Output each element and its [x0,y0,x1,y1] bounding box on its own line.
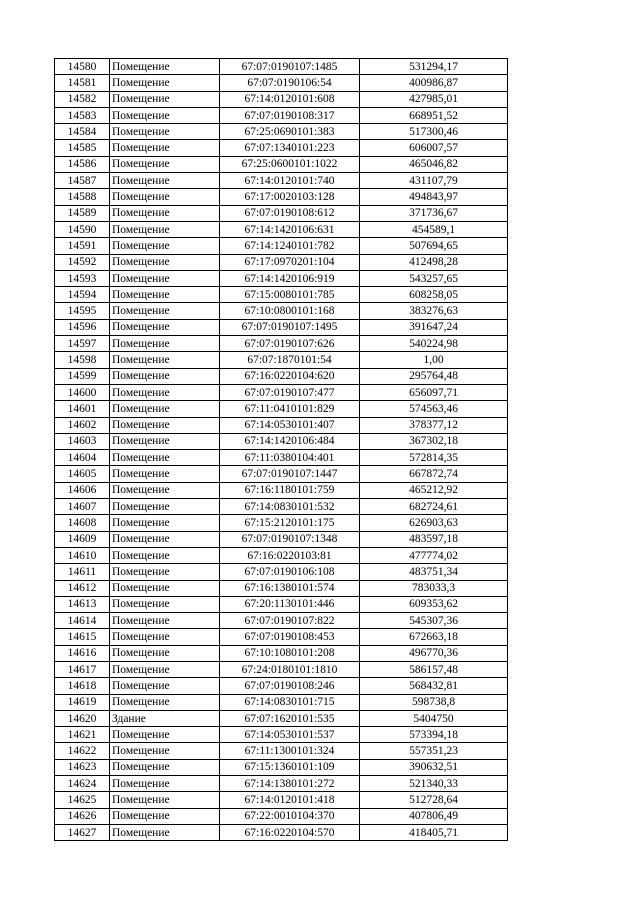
table-row [55,189,508,205]
cadastral-value-cell: 378377,12 [360,417,508,433]
cadastral-value-cell: 557351,23 [360,743,508,759]
cadastral-number-cell: 67:25:0600101:1022 [220,156,360,172]
table-row [55,499,508,515]
cadastral-number-cell: 67:07:0190108:453 [220,629,360,645]
table-row [55,613,508,629]
object-type-cell: Помещение [110,547,220,563]
table-row [55,319,508,335]
cadastral-number-cell: 67:07:0190108:612 [220,205,360,221]
object-type-cell: Помещение [110,401,220,417]
table-row [55,254,508,270]
cadastral-number-cell: 67:16:1380101:574 [220,580,360,596]
cadastral-value-cell: 572814,35 [360,450,508,466]
table-row [55,792,508,808]
cadastral-value-cell: 400986,87 [360,75,508,91]
row-number-cell: 14604 [55,450,110,466]
row-number-cell: 14618 [55,678,110,694]
object-type-cell: Помещение [110,466,220,482]
cadastral-number-cell: 67:07:0190107:626 [220,336,360,352]
table-row [55,661,508,677]
cadastral-value-cell: 783033,3 [360,580,508,596]
row-number-cell: 14600 [55,384,110,400]
row-number-cell: 14595 [55,303,110,319]
cadastral-value-cell: 507694,65 [360,238,508,254]
cadastral-number-cell: 67:16:0220103:81 [220,547,360,563]
table-row [55,450,508,466]
table-row [55,645,508,661]
cadastral-value-cell: 609353,62 [360,596,508,612]
cadastral-value-cell: 494843,97 [360,189,508,205]
object-type-cell: Помещение [110,384,220,400]
table-row [55,59,508,75]
row-number-cell: 14621 [55,727,110,743]
cadastral-number-cell: 67:11:0380104:401 [220,450,360,466]
row-number-cell: 14592 [55,254,110,270]
row-number-cell: 14603 [55,433,110,449]
row-number-cell: 14615 [55,629,110,645]
table-row [55,401,508,417]
table-row [55,352,508,368]
cadastral-value-cell: 540224,98 [360,336,508,352]
table-row [55,515,508,531]
cadastral-number-cell: 67:15:0080101:785 [220,287,360,303]
object-type-cell: Помещение [110,75,220,91]
row-number-cell: 14607 [55,499,110,515]
table-row [55,678,508,694]
row-number-cell: 14616 [55,645,110,661]
cadastral-number-cell: 67:14:1420106:631 [220,221,360,237]
cadastral-value-cell: 626903,63 [360,515,508,531]
cadastral-value-cell: 454589,1 [360,221,508,237]
cadastral-value-cell: 427985,01 [360,91,508,107]
object-type-cell: Помещение [110,792,220,808]
cadastral-value-cell: 407806,49 [360,808,508,824]
cadastral-value-cell: 586157,48 [360,661,508,677]
table-row [55,629,508,645]
table-row [55,221,508,237]
cadastral-value-cell: 477774,02 [360,547,508,563]
table-row [55,336,508,352]
object-type-cell: Помещение [110,140,220,156]
cadastral-number-cell: 67:16:0220104:620 [220,368,360,384]
row-number-cell: 14626 [55,808,110,824]
cadastral-number-cell: 67:14:0830101:532 [220,499,360,515]
cadastral-value-cell: 672663,18 [360,629,508,645]
table-row [55,710,508,726]
object-type-cell: Помещение [110,482,220,498]
object-type-cell: Помещение [110,221,220,237]
cadastral-number-cell: 67:07:0190107:1348 [220,531,360,547]
table-row [55,596,508,612]
row-number-cell: 14602 [55,417,110,433]
table-body [55,59,508,841]
cadastral-value-cell: 531294,17 [360,59,508,75]
cadastral-value-cell: 574563,46 [360,401,508,417]
table-row [55,433,508,449]
table-row [55,482,508,498]
cadastral-number-cell: 67:14:0120101:418 [220,792,360,808]
object-type-cell: Помещение [110,189,220,205]
row-number-cell: 14627 [55,824,110,840]
row-number-cell: 14589 [55,205,110,221]
cadastral-value-cell: 483597,18 [360,531,508,547]
cadastral-value-cell: 512728,64 [360,792,508,808]
object-type-cell: Помещение [110,124,220,140]
cadastral-number-cell: 67:16:0220104:570 [220,824,360,840]
cadastral-value-cell: 1,00 [360,352,508,368]
object-type-cell: Помещение [110,254,220,270]
cadastral-number-cell: 67:20:1130101:446 [220,596,360,612]
cadastral-value-cell: 295764,48 [360,368,508,384]
object-type-cell: Помещение [110,727,220,743]
cadastral-value-cell: 667872,74 [360,466,508,482]
row-number-cell: 14581 [55,75,110,91]
cadastral-number-cell: 67:24:0180101:1810 [220,661,360,677]
row-number-cell: 14593 [55,270,110,286]
cadastral-number-cell: 67:07:0190107:1495 [220,319,360,335]
row-number-cell: 14580 [55,59,110,75]
row-number-cell: 14585 [55,140,110,156]
cadastral-value-cell: 391647,24 [360,319,508,335]
cadastral-value-cell: 5404750 [360,710,508,726]
object-type-cell: Помещение [110,238,220,254]
row-number-cell: 14614 [55,613,110,629]
cadastral-value-cell: 418405,71 [360,824,508,840]
cadastral-number-cell: 67:07:0190106:54 [220,75,360,91]
row-number-cell: 14594 [55,287,110,303]
cadastral-value-cell: 371736,67 [360,205,508,221]
table-row [55,384,508,400]
cadastral-number-cell: 67:17:0970201:104 [220,254,360,270]
row-number-cell: 14605 [55,466,110,482]
object-type-cell: Помещение [110,156,220,172]
cadastral-number-cell: 67:14:1380101:272 [220,776,360,792]
row-number-cell: 14609 [55,531,110,547]
table-row [55,368,508,384]
row-number-cell: 14613 [55,596,110,612]
cadastral-value-cell: 367302,18 [360,433,508,449]
table-row [55,287,508,303]
table-row [55,743,508,759]
cadastral-number-cell: 67:14:1420106:919 [220,270,360,286]
row-number-cell: 14624 [55,776,110,792]
row-number-cell: 14612 [55,580,110,596]
row-number-cell: 14584 [55,124,110,140]
cadastral-value-cell: 465046,82 [360,156,508,172]
cadastral-number-cell: 67:07:0190108:246 [220,678,360,694]
cadastral-value-cell: 598738,8 [360,694,508,710]
row-number-cell: 14608 [55,515,110,531]
object-type-cell: Помещение [110,531,220,547]
table-row [55,580,508,596]
row-number-cell: 14623 [55,759,110,775]
object-type-cell: Помещение [110,303,220,319]
cadastral-value-cell: 608258,05 [360,287,508,303]
cadastral-number-cell: 67:25:0690101:383 [220,124,360,140]
object-type-cell: Помещение [110,661,220,677]
cadastral-value-cell: 668951,52 [360,107,508,123]
table-row [55,107,508,123]
row-number-cell: 14598 [55,352,110,368]
table-row [55,466,508,482]
object-type-cell: Помещение [110,319,220,335]
cadastral-number-cell: 67:07:0190107:1485 [220,59,360,75]
object-type-cell: Помещение [110,287,220,303]
table-row [55,759,508,775]
object-type-cell: Помещение [110,613,220,629]
row-number-cell: 14586 [55,156,110,172]
cadastral-value-cell: 545307,36 [360,613,508,629]
object-type-cell: Помещение [110,564,220,580]
row-number-cell: 14596 [55,319,110,335]
row-number-cell: 14587 [55,173,110,189]
cadastral-number-cell: 67:07:0190107:1447 [220,466,360,482]
cadastral-value-cell: 517300,46 [360,124,508,140]
row-number-cell: 14591 [55,238,110,254]
object-type-cell: Помещение [110,173,220,189]
cadastral-number-cell: 67:07:1620101:535 [220,710,360,726]
cadastral-value-cell: 573394,18 [360,727,508,743]
cadastral-number-cell: 67:14:1420106:484 [220,433,360,449]
cadastral-number-cell: 67:15:2120101:175 [220,515,360,531]
object-type-cell: Помещение [110,596,220,612]
cadastral-value-cell: 465212,92 [360,482,508,498]
cadastral-number-cell: 67:11:1300101:324 [220,743,360,759]
object-type-cell: Помещение [110,808,220,824]
object-type-cell: Помещение [110,270,220,286]
table-row [55,776,508,792]
row-number-cell: 14588 [55,189,110,205]
cadastral-value-cell: 521340,33 [360,776,508,792]
cadastral-value-table [54,58,508,841]
row-number-cell: 14601 [55,401,110,417]
object-type-cell: Здание [110,710,220,726]
row-number-cell: 14619 [55,694,110,710]
object-type-cell: Помещение [110,205,220,221]
cadastral-number-cell: 67:11:0410101:829 [220,401,360,417]
cadastral-value-cell: 431107,79 [360,173,508,189]
table-row [55,808,508,824]
cadastral-value-cell: 483751,34 [360,564,508,580]
cadastral-value-cell: 606007,57 [360,140,508,156]
cadastral-number-cell: 67:22:0010104:370 [220,808,360,824]
table-row [55,303,508,319]
row-number-cell: 14606 [55,482,110,498]
row-number-cell: 14610 [55,547,110,563]
cadastral-value-cell: 543257,65 [360,270,508,286]
row-number-cell: 14617 [55,661,110,677]
row-number-cell: 14620 [55,710,110,726]
object-type-cell: Помещение [110,107,220,123]
cadastral-number-cell: 67:07:1340101:223 [220,140,360,156]
object-type-cell: Помещение [110,433,220,449]
row-number-cell: 14590 [55,221,110,237]
object-type-cell: Помещение [110,678,220,694]
cadastral-number-cell: 67:07:0190106:108 [220,564,360,580]
cadastral-value-cell: 390632,51 [360,759,508,775]
table-row [55,238,508,254]
object-type-cell: Помещение [110,417,220,433]
row-number-cell: 14611 [55,564,110,580]
table-row [55,727,508,743]
object-type-cell: Помещение [110,580,220,596]
object-type-cell: Помещение [110,336,220,352]
table-row [55,270,508,286]
object-type-cell: Помещение [110,824,220,840]
cadastral-value-cell: 568432,81 [360,678,508,694]
table-row [55,140,508,156]
table-row [55,156,508,172]
table-row [55,547,508,563]
object-type-cell: Помещение [110,59,220,75]
cadastral-number-cell: 67:17:0020103:128 [220,189,360,205]
cadastral-number-cell: 67:07:0190107:477 [220,384,360,400]
object-type-cell: Помещение [110,91,220,107]
object-type-cell: Помещение [110,368,220,384]
table-row [55,824,508,840]
table-row [55,75,508,91]
cadastral-number-cell: 67:07:0190108:317 [220,107,360,123]
object-type-cell: Помещение [110,515,220,531]
object-type-cell: Помещение [110,352,220,368]
cadastral-number-cell: 67:10:1080101:208 [220,645,360,661]
cadastral-value-cell: 496770,36 [360,645,508,661]
table-row [55,564,508,580]
row-number-cell: 14597 [55,336,110,352]
cadastral-number-cell: 67:14:0530101:407 [220,417,360,433]
table-row [55,694,508,710]
row-number-cell: 14583 [55,107,110,123]
table-row [55,91,508,107]
object-type-cell: Помещение [110,450,220,466]
cadastral-number-cell: 67:14:0830101:715 [220,694,360,710]
cadastral-value-cell: 383276,63 [360,303,508,319]
cadastral-number-cell: 67:10:0800101:168 [220,303,360,319]
table-row [55,531,508,547]
object-type-cell: Помещение [110,499,220,515]
row-number-cell: 14599 [55,368,110,384]
row-number-cell: 14582 [55,91,110,107]
cadastral-number-cell: 67:14:0530101:537 [220,727,360,743]
row-number-cell: 14625 [55,792,110,808]
object-type-cell: Помещение [110,743,220,759]
table-row [55,124,508,140]
table-row [55,173,508,189]
cadastral-number-cell: 67:14:0120101:608 [220,91,360,107]
cadastral-value-cell: 656097,71 [360,384,508,400]
object-type-cell: Помещение [110,629,220,645]
cadastral-number-cell: 67:14:1240101:782 [220,238,360,254]
object-type-cell: Помещение [110,694,220,710]
cadastral-number-cell: 67:07:1870101:54 [220,352,360,368]
cadastral-number-cell: 67:14:0120101:740 [220,173,360,189]
cadastral-value-cell: 682724,61 [360,499,508,515]
cadastral-number-cell: 67:15:1360101:109 [220,759,360,775]
object-type-cell: Помещение [110,645,220,661]
row-number-cell: 14622 [55,743,110,759]
cadastral-number-cell: 67:07:0190107:822 [220,613,360,629]
object-type-cell: Помещение [110,776,220,792]
cadastral-value-cell: 412498,28 [360,254,508,270]
object-type-cell: Помещение [110,759,220,775]
cadastral-number-cell: 67:16:1180101:759 [220,482,360,498]
table-row [55,205,508,221]
table-row [55,417,508,433]
